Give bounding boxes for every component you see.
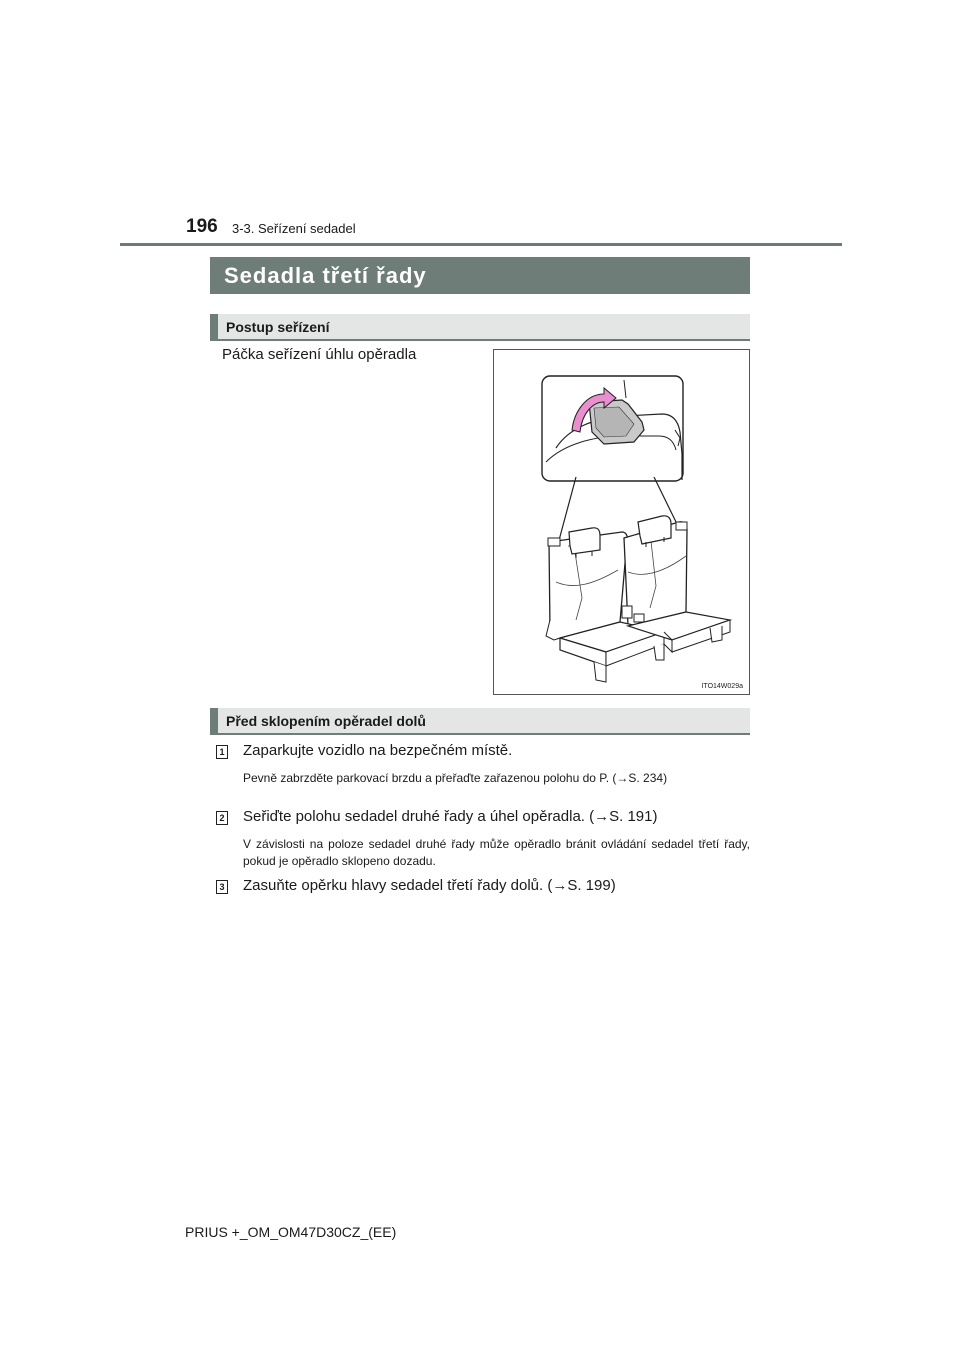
step-number-badge: 2 [216, 811, 228, 825]
left-headrest [569, 528, 600, 554]
third-row-seat-drawing [494, 350, 749, 694]
step-title: Zaparkujte vozidlo na bezpečném místě. [243, 742, 513, 759]
page-number: 196 [186, 216, 218, 237]
section-reference: 3-3. Seřízení sedadel [232, 221, 356, 236]
section-heading-before: Před sklopením opěradel dolů [210, 708, 750, 735]
figure-code: ITO14W029a [701, 683, 743, 690]
lever-label: Páčka seřízení úhlu opěradla [222, 346, 417, 363]
step-note: Pevně zabrzděte parkovací brzdu a přeřaďte zařazenou polohu do P. (→S. 234) [243, 771, 668, 785]
step-number-badge: 1 [216, 745, 228, 759]
seat-illustration [493, 349, 750, 695]
document-footer: PRIUS +_OM_OM47D30CZ_(EE) [185, 1224, 397, 1240]
section-heading-adjust: Postup seřízení [210, 314, 750, 341]
page-title: Sedadla třetí řady [210, 257, 750, 294]
step-note: V závislosti na poloze sedadel druhé řady může opěradlo bránit ovládání sedadel třetí řady, pokud je opěradlo sklopeno dozadu. [243, 837, 750, 868]
step-title: Seřiďte polohu sedadel druhé řady a úhel opěradla. (→S. 191) [243, 808, 658, 825]
step-title: Zasuňte opěrku hlavy sedadel třetí řady dolů. (→S. 199) [243, 877, 616, 894]
header-divider [120, 243, 842, 246]
step-number-badge: 3 [216, 880, 228, 894]
